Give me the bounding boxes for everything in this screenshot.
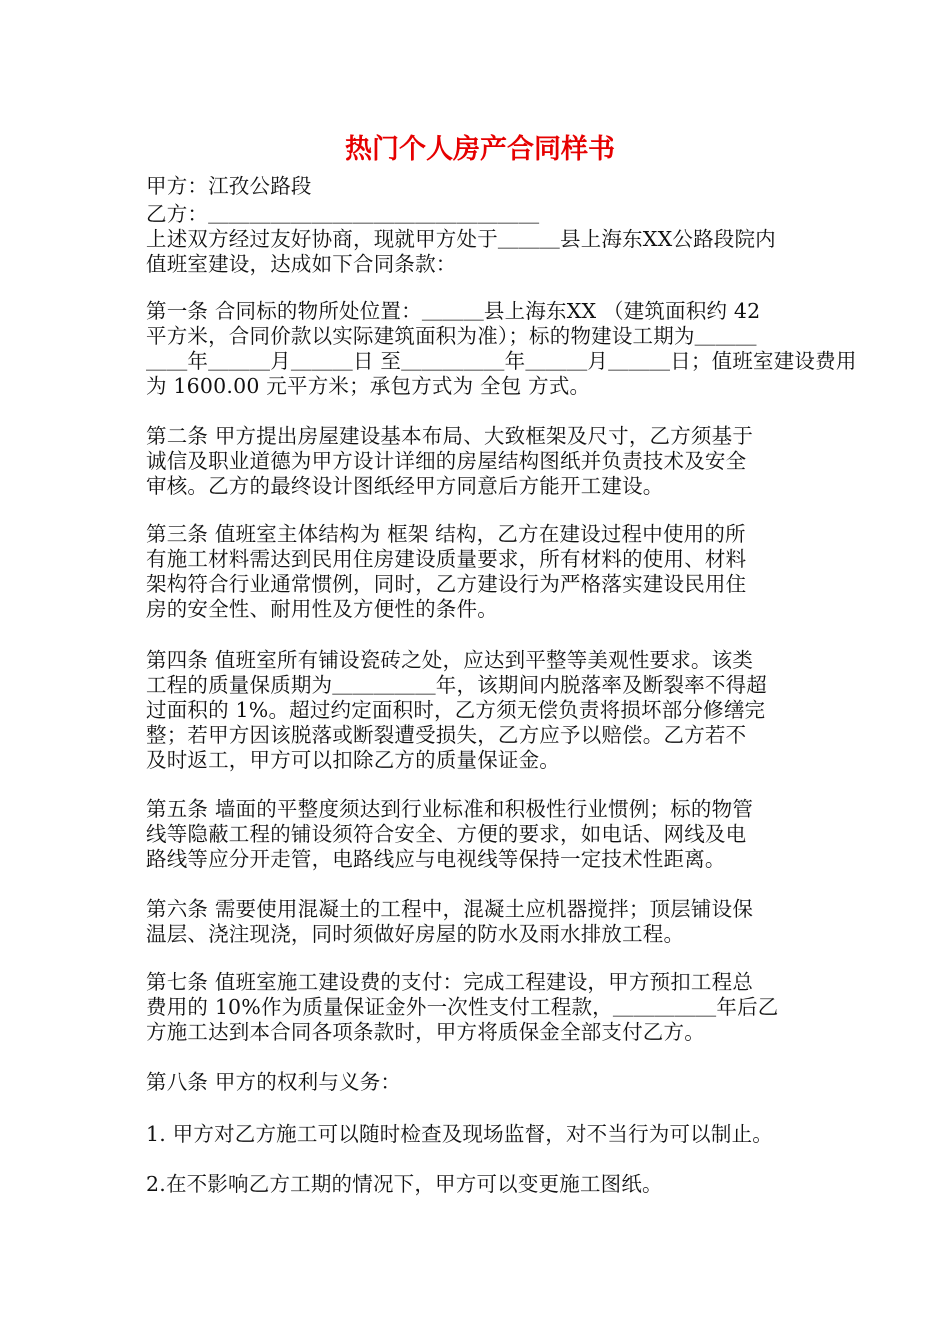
- article-2-line-3: 审核。乙方的最终设计图纸经甲方同意后方能开工建设。: [146, 474, 664, 498]
- article-5-line-1: 第五条 墙面的平整度须达到行业标准和积极性行业惯例；标的物管: [146, 797, 754, 821]
- article-2-line-2: 诚信及职业道德为甲方设计详细的房屋结构图纸并负责技术及安全: [146, 449, 747, 473]
- article-8-item-2: 2.在不影响乙方工期的情况下，甲方可以变更施工图纸。: [146, 1172, 663, 1196]
- article-1-line-2: 平方米，合同价款以实际建筑面积为准）；标的物建设工期为＿＿＿: [146, 324, 757, 348]
- article-7-line-2: 费用的 10%作为质量保证金外一次性支付工程款，＿＿＿＿＿年后乙: [146, 995, 779, 1019]
- article-6-line-2: 温层、浇注现浇，同时须做好房屋的防水及雨水排放工程。: [146, 922, 685, 946]
- intro-line-1: 上述双方经过友好协商，现就甲方处于＿＿＿县上海东XX公路段院内: [146, 227, 776, 251]
- article-2-line-1: 第二条 甲方提出房屋建设基本布局、大致框架及尺寸，乙方须基于: [146, 424, 754, 448]
- article-4-line-3: 过面积的 1%。超过约定面积时，乙方须无偿负责将损坏部分修缮完: [146, 698, 766, 722]
- article-3-line-1: 第三条 值班室主体结构为 框架 结构，乙方在建设过程中使用的所: [146, 522, 746, 546]
- party-b-line: 乙方：＿＿＿＿＿＿＿＿＿＿＿＿＿＿＿＿: [146, 202, 540, 226]
- article-1-line-1: 第一条 合同标的物所处位置：＿＿＿县上海东XX （建筑面积约 42: [146, 299, 761, 323]
- article-3-line-2: 有施工材料需达到民用住房建设质量要求，所有材料的使用、材料: [146, 547, 747, 571]
- article-8-item-1: 1. 甲方对乙方施工可以随时检查及现场监督，对不当行为可以制止。: [146, 1122, 773, 1146]
- article-3-line-4: 房的安全性、耐用性及方便性的条件。: [146, 597, 498, 621]
- article-3-line-3: 架构符合行业通常惯例，同时，乙方建设行为严格落实建设民用住: [146, 572, 747, 596]
- article-4-line-5: 及时返工，甲方可以扣除乙方的质量保证金。: [146, 748, 560, 772]
- article-8-heading: 第八条 甲方的权利与义务：: [146, 1070, 402, 1094]
- intro-line-2: 值班室建设，达成如下合同条款：: [146, 252, 457, 276]
- article-6-line-1: 第六条 需要使用混凝土的工程中，混凝土应机器搅拌；顶层铺设保: [146, 897, 754, 921]
- article-5-line-2: 线等隐蔽工程的铺设须符合安全、方便的要求，如电话、网线及电: [146, 822, 747, 846]
- article-4-line-2: 工程的质量保质期为＿＿＿＿＿年，该期间内脱落率及断裂率不得超: [146, 673, 767, 697]
- article-1-line-4: 为 1600.00 元平方米；承包方式为 全包 方式。: [146, 374, 591, 398]
- article-1-line-3: ＿＿年＿＿＿月＿＿＿日 至＿＿＿＿＿年＿＿＿月＿＿＿日；值班室建设费用: [146, 349, 857, 373]
- document-title: 热门个人房产合同样书: [345, 134, 615, 165]
- article-4-line-1: 第四条 值班室所有铺设瓷砖之处，应达到平整等美观性要求。该类: [146, 648, 754, 672]
- article-5-line-3: 路线等应分开走管，电路线应与电视线等保持一定技术性距离。: [146, 847, 726, 871]
- article-7-line-3: 方施工达到本合同各项条款时，甲方将质保金全部支付乙方。: [146, 1020, 705, 1044]
- article-4-line-4: 整；若甲方因该脱落或断裂遭受损失，乙方应予以赔偿。乙方若不: [146, 723, 747, 747]
- party-a-line: 甲方：江孜公路段: [146, 174, 312, 198]
- article-7-line-1: 第七条 值班室施工建设费的支付：完成工程建设，甲方预扣工程总: [146, 970, 754, 994]
